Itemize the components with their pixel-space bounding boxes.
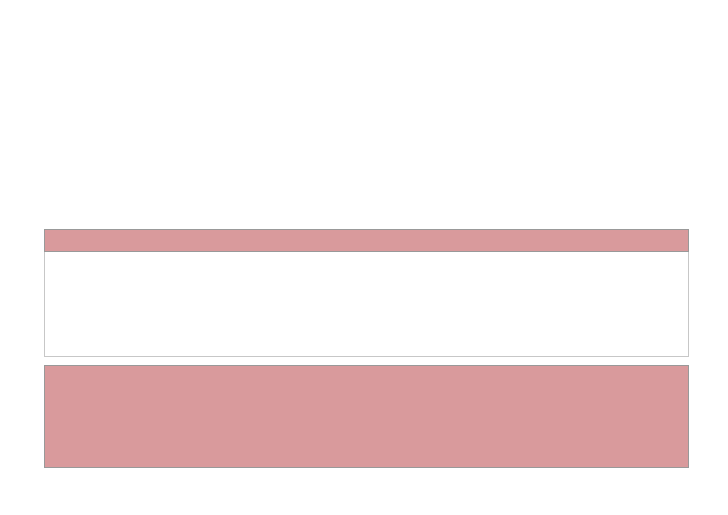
critical-illness-title: [45, 230, 688, 240]
critical-illness-subtitle: [45, 240, 688, 250]
two-year-premium-box: [44, 365, 689, 468]
critical-illness-header: [44, 229, 689, 252]
